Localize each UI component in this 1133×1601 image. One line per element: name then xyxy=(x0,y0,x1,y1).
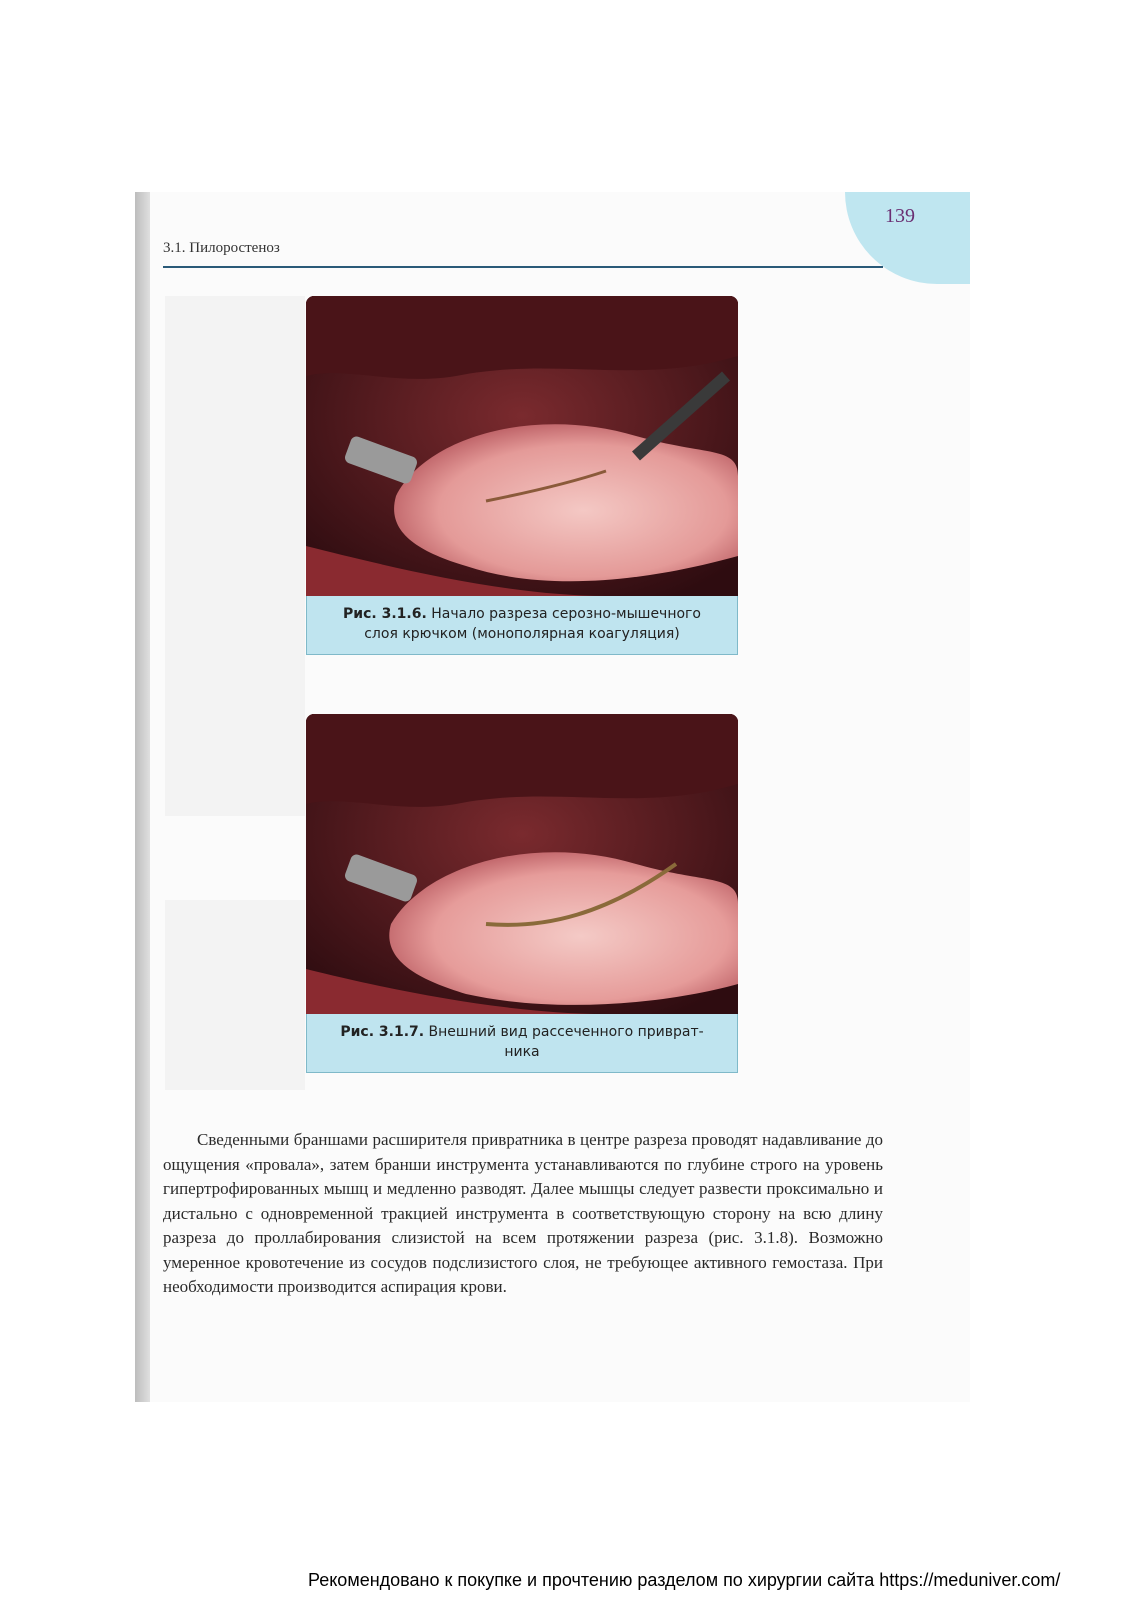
figure-3-1-7 xyxy=(306,714,738,1073)
endoscopic-photo xyxy=(306,714,738,1014)
figure-caption xyxy=(306,596,738,655)
section-number: 3.1. xyxy=(163,240,186,256)
footer-recommendation: Рекомендовано к покупке и прочтению разделом по хирургии сайта https://meduniver.com/ xyxy=(308,1570,1061,1590)
figure-caption-text: Внешний вид рассеченного приврат-ника xyxy=(428,1024,704,1060)
bleed-through-box-lower xyxy=(165,900,305,1090)
bleed-through-box xyxy=(165,296,305,816)
figure-3-1-6 xyxy=(306,296,738,655)
figure-caption xyxy=(306,1014,738,1073)
running-header xyxy=(163,240,280,257)
figure-label: Рис. 3.1.7. xyxy=(340,1024,425,1040)
figure-label: Рис. 3.1.6. xyxy=(343,606,427,622)
page-number: 139 xyxy=(885,205,915,227)
endoscopic-photo xyxy=(306,296,738,596)
section-title: Пилоростеноз xyxy=(189,240,280,256)
body-paragraph: Сведенными браншами расширителя привратника в центре разреза проводят надавливание до ощущения «провала», затем бранши инструмента устанавливаются по глубине строго на уровень гипертрофированных мышц и медленно разводят. Далее мышцы следует развести проксимально и дистально с одновременной тракцией инструмента в соответствующую сторону на всю длину разреза до проллабирования слизистой на всем протяжении разреза (рис. 3.1.8). Возможно умеренное кровотечение из сосудов подслизистого слоя, не требующее активного гемостаза. При необходимости производится аспирация крови. xyxy=(163,1130,883,1296)
header-rule xyxy=(163,266,883,268)
figure-caption-text: Начало разреза серозно-мышечного слоя крючком (монополярная коагуляция) xyxy=(364,606,701,642)
